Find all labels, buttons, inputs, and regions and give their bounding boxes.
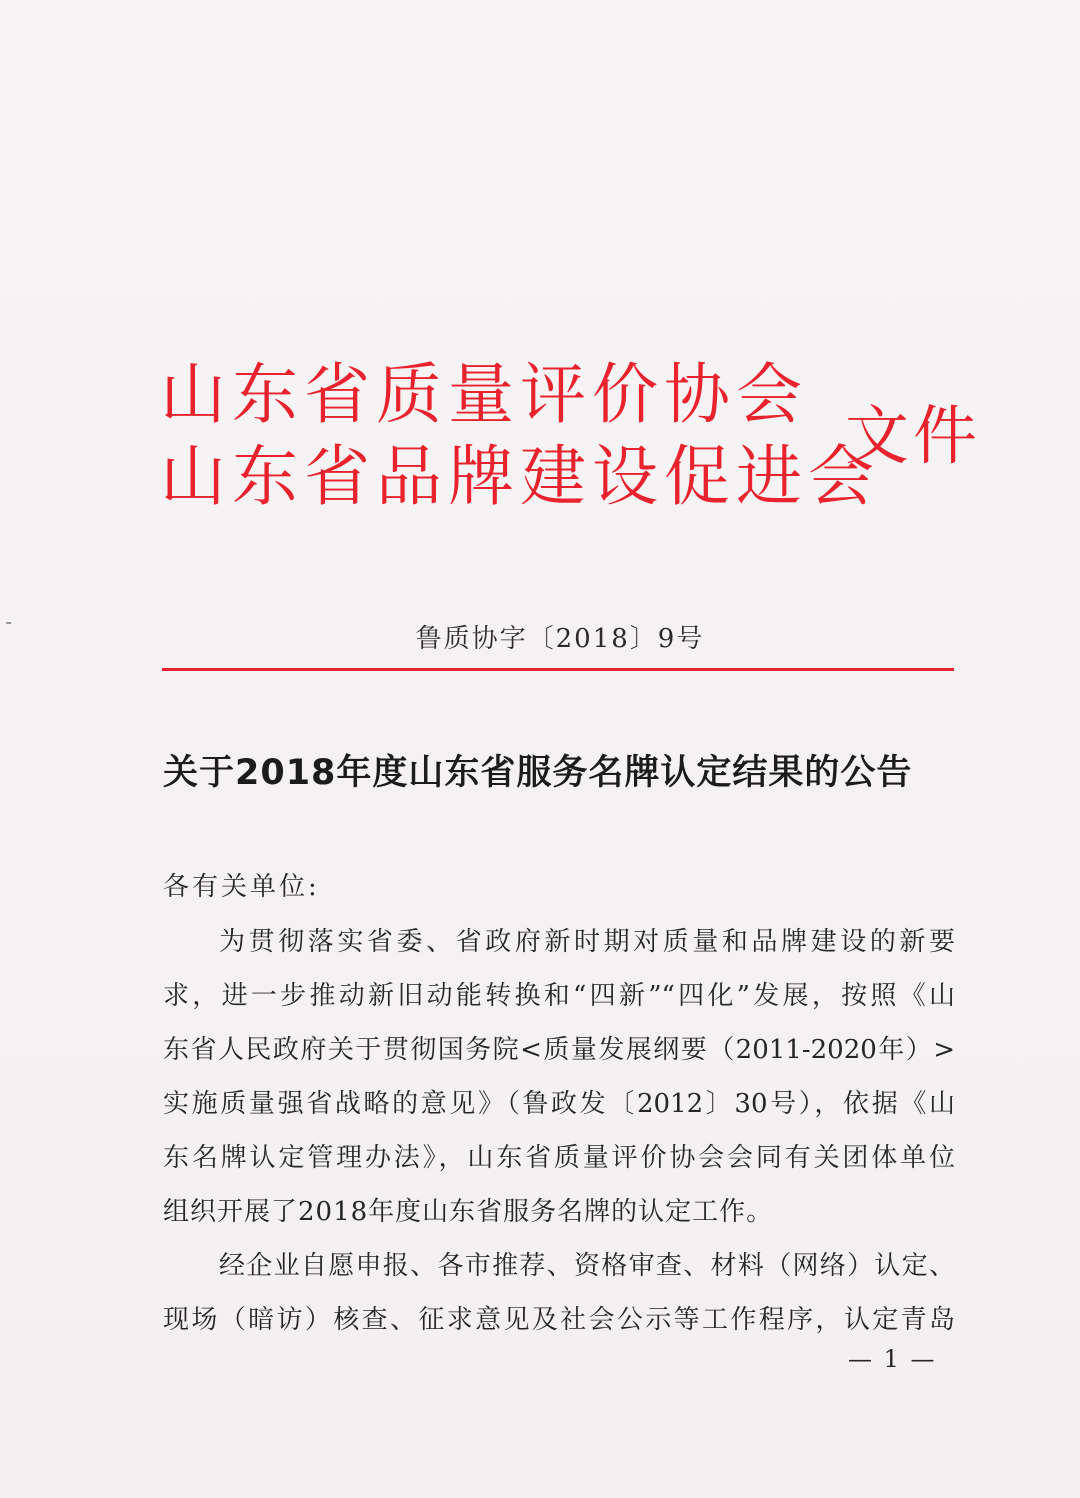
letterhead-suffix: 文件 [845,400,981,474]
salutation: 各有关单位: [163,872,320,902]
body-line: 组织开展了2018年度山东省服务名牌的认定工作。 [163,1197,774,1227]
document-number: 鲁质协字〔2018〕9号 [415,624,705,654]
body-line: 求，进一步推动新旧动能转换和“四新”“四化”发展，按照《山 [163,981,955,1011]
red-letterhead [160,355,981,535]
issuer-name-2: 山东省品牌建设促进会 [160,438,880,515]
body-line: 实施质量强省战略的意见》（鲁政发〔2012〕30号），依据《山 [163,1089,955,1119]
red-divider-line [162,668,954,671]
body-line: 东省人民政府关于贯彻国务院<质量发展纲要（2011-2020年）> [163,1035,955,1065]
page-number: — 1 — [848,1345,937,1373]
body-text [163,915,955,1347]
body-line: 经企业自愿申报、各市推荐、资格审查、材料（网络）认定、 [219,1251,955,1281]
document-title: 关于2018年度山东省服务名牌认定结果的公告 [163,753,913,793]
body-line: 东名牌认定管理办法》，山东省质量评价协会会同有关团体单位 [163,1143,955,1173]
body-line: 为贯彻落实省委、省政府新时期对质量和品牌建设的新要 [219,927,955,957]
issuer-name-1: 山东省质量评价协会 [160,356,808,433]
body-line: 现场（暗访）核查、征求意见及社会公示等工作程序，认定青岛 [163,1305,955,1335]
